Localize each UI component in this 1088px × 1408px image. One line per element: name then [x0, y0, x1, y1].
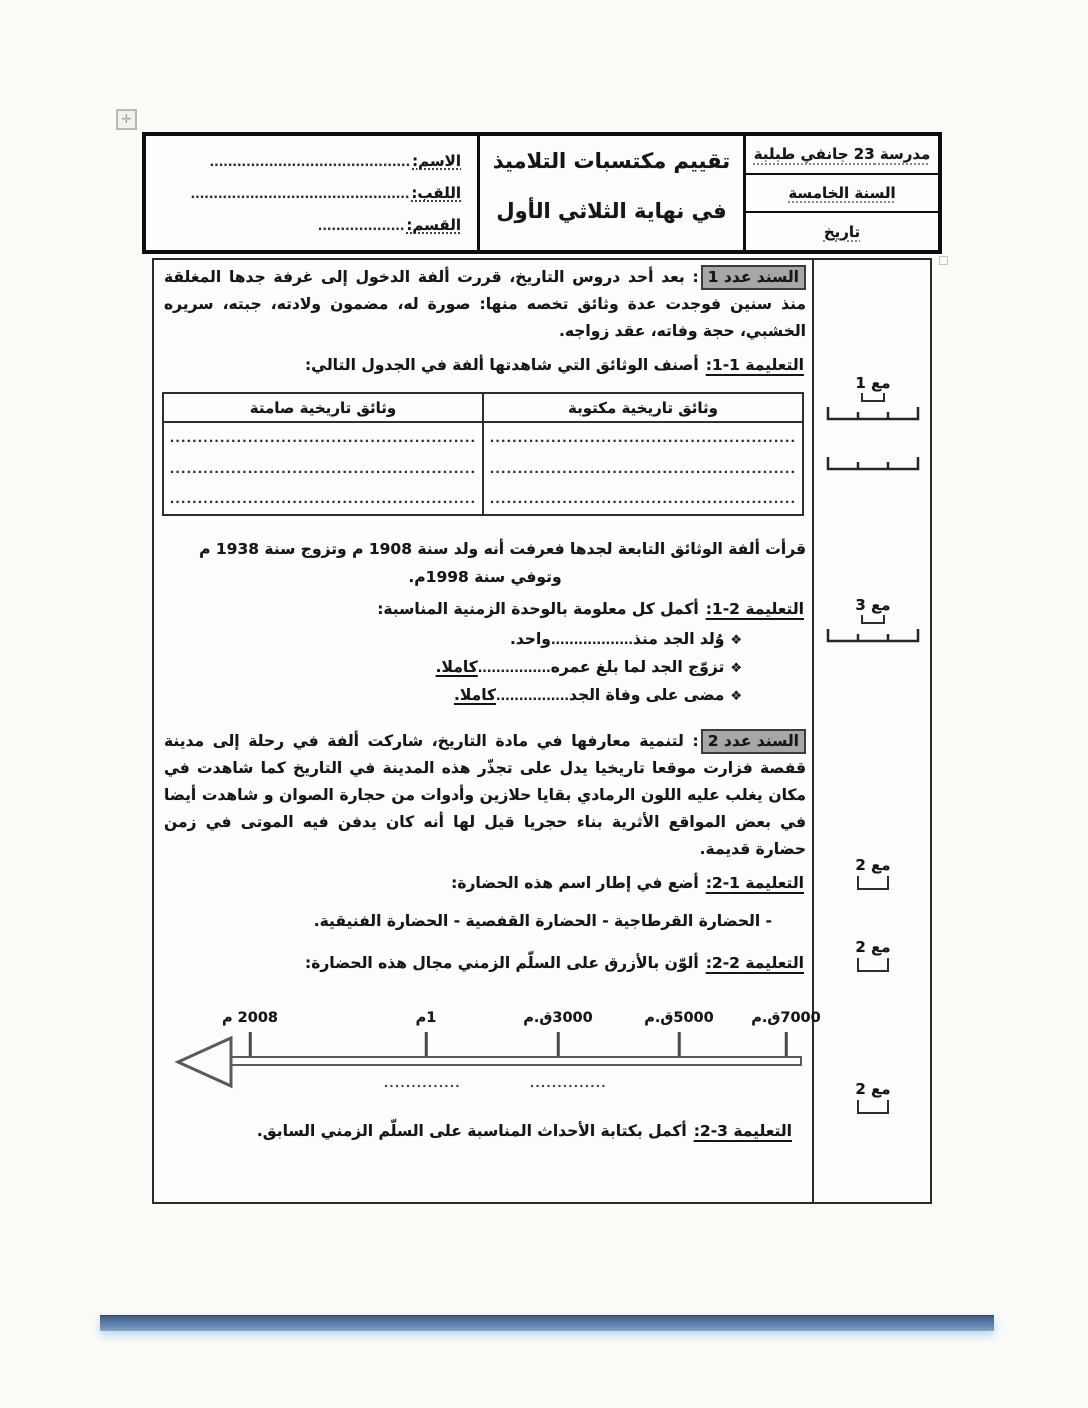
timeline-label-1ad: 1م	[415, 1010, 437, 1026]
exam-body-table	[152, 258, 932, 1204]
criterion-label: مع 2	[855, 938, 891, 956]
answer-blank: .......................................................	[483, 453, 803, 484]
blue-divider-bar	[100, 1315, 994, 1331]
instruction-1-2	[160, 874, 804, 892]
instruction-3-2-label: التعليمة 3-2:	[693, 1122, 792, 1140]
score-box	[857, 958, 889, 972]
answer-blank: .......................................................	[483, 484, 803, 515]
instruction-3-2	[160, 1122, 792, 1140]
score-scale-icon	[825, 626, 921, 644]
timeline-arrow-icon	[172, 1034, 234, 1090]
answer-blank: ................	[477, 661, 551, 675]
exam-content-column	[154, 260, 821, 1202]
score-scale-icon	[825, 404, 921, 422]
instruction-2-2-text: ألوّن بالأزرق على السلّم الزمني مجال هذه الحضارة:	[305, 954, 699, 972]
timeline-tick	[425, 1032, 428, 1058]
subject-name: تاريخ	[746, 211, 938, 250]
criterion-label: مع 3	[855, 596, 891, 614]
class-field	[156, 210, 461, 242]
answer-blank: .......................................................	[163, 422, 483, 453]
exam-title-line1: تقييم مكتسبات التلاميذ	[492, 149, 731, 173]
surname-blank: ................................................	[190, 187, 410, 201]
instruction-1-1-text: أصنف الوثائق التي شاهدتها ألفة في الجدول التالي:	[304, 356, 699, 374]
timeline-tick	[785, 1032, 788, 1058]
timeline-answer-blank: ..............	[530, 1078, 607, 1090]
criterion-label: مع 2	[855, 856, 891, 874]
instruction-1-1	[160, 356, 804, 374]
answer-blank: .......................................................	[163, 453, 483, 484]
instruction-1-2-text: أضع في إطار اسم هذه الحضارة:	[451, 874, 699, 892]
criterion-mark-2b	[814, 938, 932, 972]
school-name: مدرسة 23 جانفي طبلبة	[753, 145, 931, 164]
diamond-bullet-icon: ❖	[730, 689, 742, 704]
surname-field	[156, 178, 461, 210]
score-box	[861, 393, 885, 402]
support1b-paragraph-line1: قرأت ألفة الوثائق التابعة لجدها فعرفت أنه ولد سنة 1908 م وتزوج سنة 1938 م	[199, 540, 806, 558]
class-label: القسم:	[406, 216, 461, 234]
timeline-answer-blank: ..............	[384, 1078, 461, 1090]
criterion-mark-2a	[814, 856, 932, 890]
table-row	[163, 422, 803, 453]
diamond-bullet-icon: ❖	[730, 661, 742, 676]
documents-classification-table	[162, 392, 804, 516]
instruction-2-1	[160, 600, 804, 618]
criterion-mark-3	[814, 596, 932, 644]
support2-badge: السند عدد 2	[701, 729, 806, 754]
header-table	[142, 132, 942, 254]
instruction-2-1-label: التعليمة 2-1:	[705, 600, 804, 618]
instruction-2-2	[160, 954, 804, 972]
criterion-mark-2c	[814, 1080, 932, 1114]
scoring-margin-column	[814, 260, 932, 1202]
support1-text: : بعد أحد دروس التاريخ، قررت ألفة الدخول إلى غرفة جدها المغلقة منذ سنين فوجدت عدة وثائق تخصه منها: صورة له، مضمون ولادته، جبته، سريره الخشبي، حجة وفاته، عقد زواجه.	[164, 268, 806, 340]
table-row	[163, 453, 803, 484]
silent-documents-header: وثائق تاريخية صامتة	[163, 393, 483, 422]
table-move-handle-icon: ✛	[116, 109, 137, 130]
timeline-label-3000bc: 3000ق.م	[523, 1010, 593, 1026]
timeline-label-7000bc: 7000ق.م	[751, 1010, 821, 1026]
timeline-tick	[678, 1032, 681, 1058]
name-blank: ............................................	[209, 155, 411, 169]
timeline-label-5000bc: 5000ق.م	[644, 1010, 714, 1026]
table-resize-handle-icon	[939, 256, 948, 265]
timeline-tick	[557, 1032, 560, 1058]
answer-blank: .......................................................	[163, 484, 483, 515]
exam-title-line2: في نهاية الثلاثي الأول	[496, 199, 727, 223]
student-info-cell	[146, 136, 480, 250]
support2-paragraph	[164, 728, 806, 863]
table-row	[163, 484, 803, 515]
criterion-label: مع 2	[855, 1080, 891, 1098]
table-header-row	[163, 393, 803, 422]
timeline-tick	[249, 1032, 252, 1058]
diamond-bullet-icon: ❖	[730, 633, 742, 648]
score-box	[857, 1100, 889, 1114]
score-scale-2	[814, 452, 932, 472]
instruction-3-2-text: أكمل بكتابة الأحداث المناسبة على السلّم الزمني السابق.	[256, 1122, 687, 1140]
name-label: الاسم:	[412, 152, 461, 170]
score-scale-icon	[825, 454, 921, 472]
answer-blank: ................	[496, 689, 569, 703]
support1-badge: السند عدد 1	[701, 265, 806, 290]
instruction-1-1-label: التعليمة 1-1:	[705, 356, 804, 374]
school-info-cell	[746, 136, 938, 250]
instruction-2-1-text: أكمل كل معلومة بالوحدة الزمنية المناسبة:	[377, 600, 699, 618]
fill-in-list	[436, 626, 742, 710]
support2-text: : لتنمية معارفها في مادة التاريخ، شاركت ألفة في رحلة إلى مدينة قفصة فزارت موقعا تاريخيا يدل على تجذّر هذه المدينة في التاريخ كما شاهدت في مكان يغلب عليه اللون الرمادي بقايا حلازين وأدوات من حجارة الصوان و شاهدت أيضا في بعض المواقع الأثرية بناء حجريا قيل لها أنه كان يدفن فيه الموتى في زمن حضارة قديمة.	[164, 732, 806, 858]
score-box	[861, 615, 885, 624]
timeline-bar	[230, 1056, 802, 1066]
support1b-paragraph-line2: وتوفي سنة 1998م.	[408, 568, 562, 586]
list-item: ❖وُلد الجد منذ..................واحد.	[509, 630, 742, 648]
instruction-2-2-label: التعليمة 2-2:	[705, 954, 804, 972]
timeline-label-2008: 2008 م	[221, 1010, 279, 1026]
civilization-options: - الحضارة القرطاجية - الحضارة القفصية - الحضارة الفنيقية.	[313, 912, 772, 930]
score-box	[857, 876, 889, 890]
criterion-label: مع 1	[855, 374, 891, 392]
exam-title-cell	[480, 136, 746, 250]
list-item: ❖تزوّج الجد لما بلغ عمره................كاملا.	[435, 658, 742, 676]
name-field	[156, 146, 461, 178]
list-item: ❖مضى على وفاة الجد................كاملا.	[453, 686, 742, 704]
criterion-mark-1	[814, 374, 932, 422]
grade-level: السنة الخامسة	[746, 173, 938, 212]
written-documents-header: وثائق تاريخية مكتوبة	[483, 393, 803, 422]
historical-timeline	[154, 1004, 821, 1114]
answer-blank: .......................................................	[483, 422, 803, 453]
support1-paragraph	[164, 264, 806, 345]
answer-blank: ..................	[550, 633, 633, 647]
surname-label: اللقب:	[411, 184, 461, 202]
class-blank: ...................	[317, 219, 405, 233]
instruction-1-2-label: التعليمة 1-2:	[705, 874, 804, 892]
